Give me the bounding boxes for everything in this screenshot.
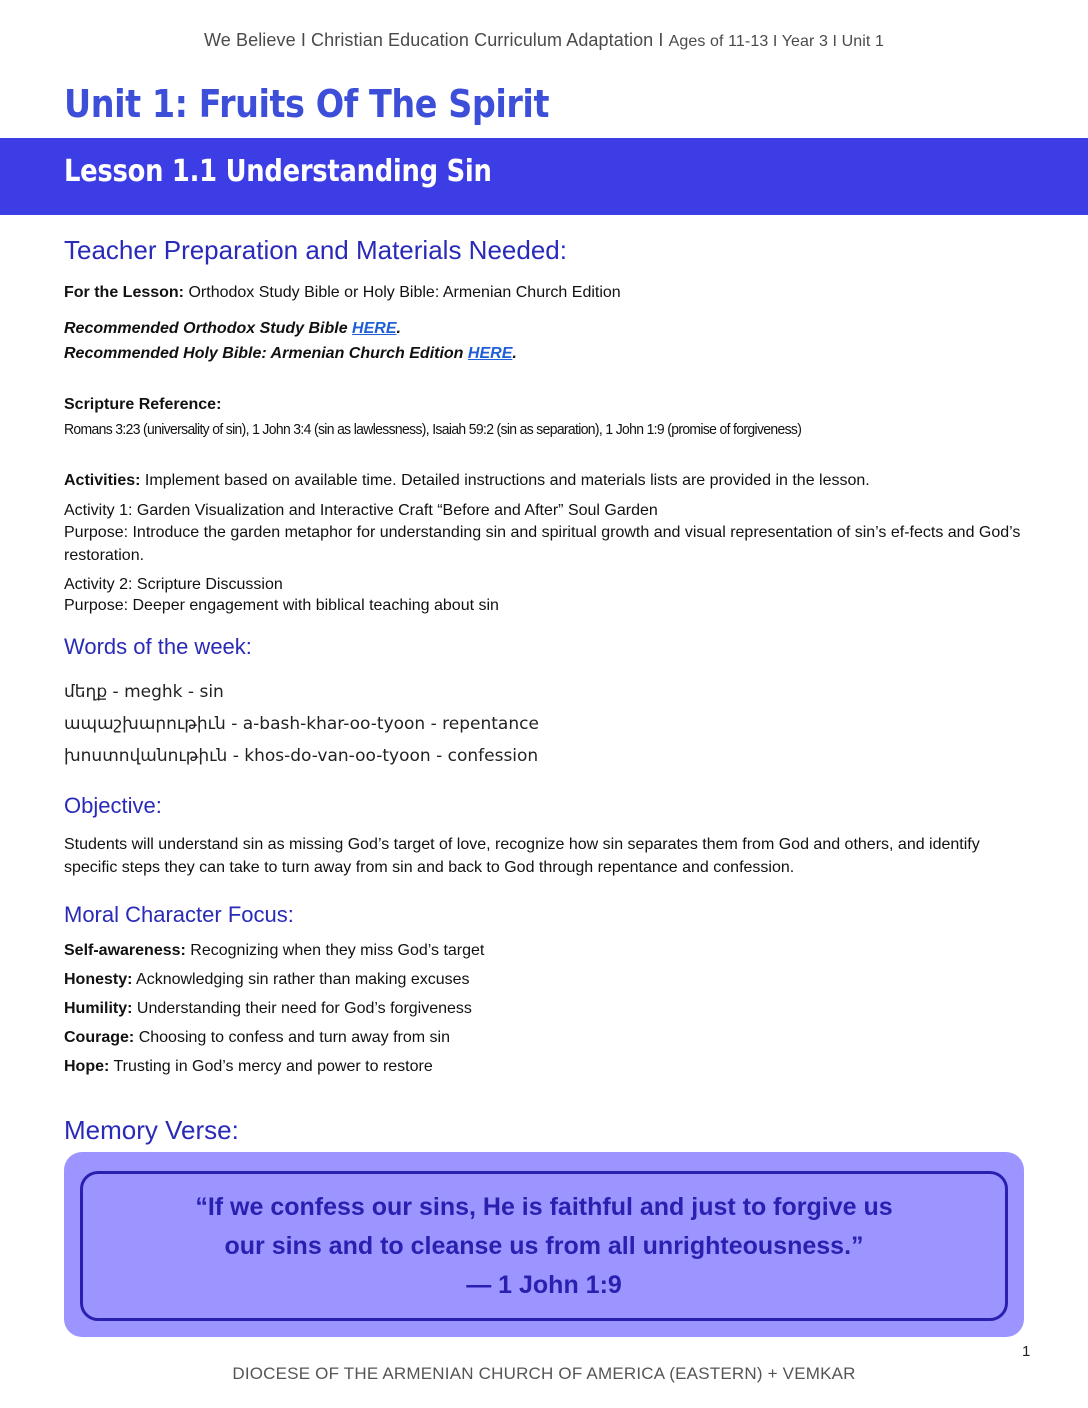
header-main: We Believe I Christian Education Curriculum Adaptation I [204,30,664,50]
recommended-ace-text: Recommended Holy Bible: Armenian Church Edition [64,345,464,362]
footer: DIOCESE OF THE ARMENIAN CHURCH OF AMERICA (EASTERN) + VEMKAR [232,1364,856,1383]
for-lesson-label: For the Lesson: [64,284,185,301]
page-number: 1 [1022,1343,1031,1360]
for-lesson-text: Orthodox Study Bible or Holy Bible: Armenian Church Edition [188,284,621,301]
verse-line-1: “If we confess our sins, He is faithful and just to forgive us [195,1192,893,1221]
activities-label: Activities: [64,472,141,489]
activity-1-purpose: Purpose: Introduce the garden metaphor for understanding sin and spiritual growth and visual representation of sin’s ef-fects and God’s restoration. [64,524,1021,564]
objective-text: Students will understand sin as missing God’s target of love, recognize how sin separates them from God and others, and identify specific steps they can take to turn away from sin and back to God through repentance and confession. [64,836,980,876]
activities-line [64,472,870,490]
unit-title: Unit 1: Fruits Of The Spirit [64,82,549,126]
scripture-text: Romans 3:23 (universality of sin), 1 John 3:4 (sin as lawlessness), Isaiah 59:2 (sin as separation), 1 John 1:9 (promise of forgiveness) [64,421,802,438]
scripture-label: Scripture Reference: [64,396,222,413]
for-lesson-line [64,284,621,302]
trait-item: Courage: Choosing to confess and turn away from sin [64,1029,450,1046]
activity-2-purpose: Purpose: Deeper engagement with biblical teaching about sin [64,597,499,614]
header-meta: Ages of 11-13 I Year 3 I Unit 1 [668,33,884,50]
activities-text: Implement based on available time. Detailed instructions and materials lists are provided in the lesson. [144,472,870,489]
period: . [396,320,401,337]
moral-heading: Moral Character Focus: [64,902,294,927]
memory-heading: Memory Verse: [64,1115,239,1145]
recommended-osb-text: Recommended Orthodox Study Bible [64,320,348,337]
recommended-osb-line [64,320,401,338]
prep-heading: Teacher Preparation and Materials Needed: [64,235,567,265]
recommended-ace-link[interactable]: HERE [467,345,513,362]
trait-item: Humility: Understanding their need for God’s forgiveness [64,1000,472,1017]
words-heading: Words of the week: [64,634,252,659]
period: . [512,345,517,362]
objective-heading: Objective: [64,793,162,818]
verse-reference: — 1 John 1:9 [466,1270,622,1299]
word-item: մեղք - meghk - sin [64,682,224,702]
recommended-osb-link[interactable]: HERE [352,320,397,337]
verse-line-2: our sins and to cleanse us from all unrighteousness.” [224,1231,864,1260]
word-item: խոստովանութիւն - khos-do-van-oo-tyoon - confession [64,746,539,766]
activity-1-title: Activity 1: Garden Visualization and Interactive Craft “Before and After” Soul Garden [64,502,658,519]
memory-verse-box [64,1152,1024,1337]
activity-2-title: Activity 2: Scripture Discussion [64,576,283,593]
trait-item: Honesty: Acknowledging sin rather than making excuses [64,971,470,988]
running-header [0,30,1088,51]
word-item: ապաշխարութիւն - a-bash-khar-oo-tyoon - repentance [64,714,539,734]
lesson-title: Lesson 1.1 Understanding Sin [64,154,492,189]
memory-verse-frame [80,1171,1008,1321]
trait-item: Hope: Trusting in God’s mercy and power to restore [64,1058,433,1075]
recommended-ace-line [64,345,517,363]
trait-item: Self-awareness: Recognizing when they miss God’s target [64,942,485,959]
